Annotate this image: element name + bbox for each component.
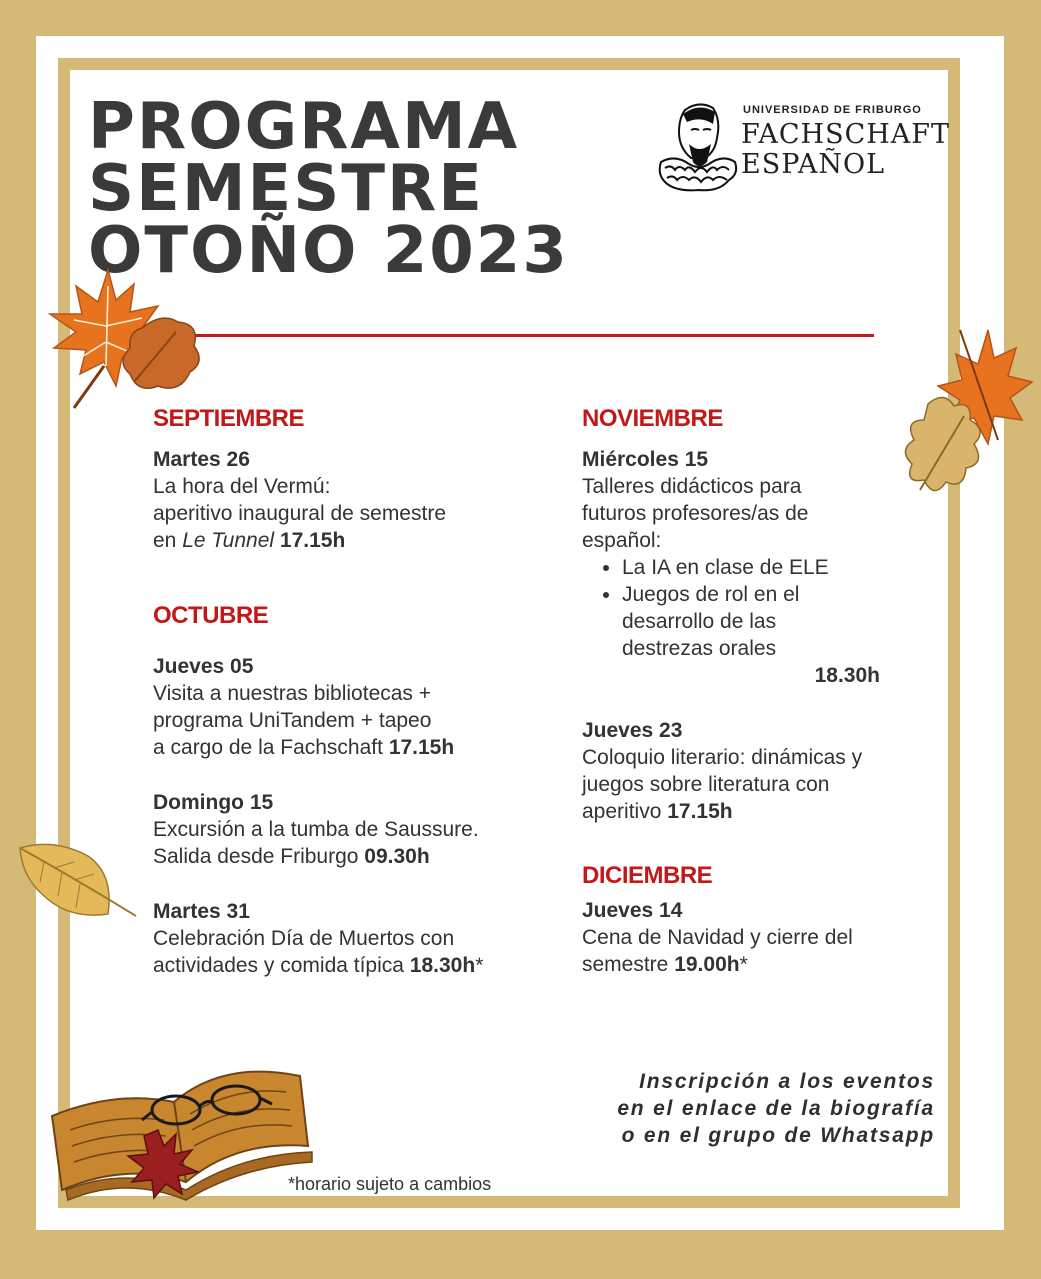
event-day: Jueves 14 (582, 899, 683, 922)
fachschaft-logo (655, 100, 955, 200)
topic-list (582, 554, 902, 662)
event-line (582, 951, 902, 978)
event-day: Domingo 15 (153, 791, 274, 814)
event-item (153, 446, 553, 554)
title-line-2: SEMESTRE (88, 152, 484, 226)
event-asterisk: * (475, 954, 484, 977)
event-time: 17.15h (279, 529, 346, 552)
section-november (582, 404, 902, 825)
month-heading: SEPTIEMBRE (153, 405, 305, 432)
event-item (153, 789, 553, 870)
month-heading: NOVIEMBRE (582, 405, 723, 432)
registration-info (617, 1068, 935, 1149)
title-line-3: OTOÑO 2023 (88, 214, 569, 288)
event-time: 18.30h (814, 664, 880, 687)
portrait-icon (655, 100, 739, 196)
event-time: 09.30h (364, 845, 430, 868)
registration-line-3: o en el grupo de Whatsapp (621, 1124, 935, 1147)
left-column (153, 404, 553, 979)
registration-line-2: en el enlace de la biografía (617, 1097, 935, 1120)
event-line: aperitivo inaugural de semestre (153, 502, 446, 525)
event-line: español: (582, 529, 662, 552)
event-line (153, 952, 553, 979)
registration-line-1: Inscripción a los eventos (639, 1070, 935, 1093)
event-day: Martes 31 (153, 900, 250, 923)
section-october (153, 601, 553, 979)
event-venue: Le Tunnel (182, 529, 275, 552)
list-item: • Juegos de rol en el desarrollo de las destrezas orales (622, 581, 832, 662)
event-text: en (153, 529, 183, 552)
event-line (153, 734, 553, 761)
event-line: Cena de Navidad y cierre del (582, 926, 853, 949)
event-line: Celebración Día de Muertos con (153, 927, 455, 950)
event-day: Martes 26 (153, 448, 250, 471)
event-text: Salida desde Friburgo (153, 845, 365, 868)
logo-name (741, 120, 950, 180)
event-item (582, 446, 902, 689)
event-line: juegos sobre literatura con (582, 773, 830, 796)
event-text: actividades y comida típica (153, 954, 410, 977)
event-line (153, 527, 553, 554)
event-item (153, 653, 553, 761)
event-line (582, 798, 902, 825)
event-day: Jueves 05 (153, 655, 254, 678)
leaf-icon (14, 838, 144, 922)
event-line: La hora del Vermú: (153, 475, 331, 498)
event-time: 17.15h (388, 736, 455, 759)
event-item (153, 898, 553, 979)
event-time: 18.30h (409, 954, 476, 977)
section-september (153, 404, 553, 554)
list-item: • La IA en clase de ELE (622, 554, 902, 581)
event-day: Jueves 23 (582, 719, 683, 742)
event-line (153, 843, 553, 870)
event-time: 17.15h (667, 800, 733, 823)
event-line: Visita a nuestras bibliotecas + (153, 682, 432, 705)
event-item (582, 897, 902, 978)
oak-leaf-icon (898, 320, 1038, 510)
logo-name-line-1: FACHSCHAFT (741, 119, 951, 150)
logo-university: UNIVERSIDAD DE FRIBURGO (743, 104, 922, 116)
event-text: semestre (582, 953, 675, 976)
month-heading: OCTUBRE (153, 602, 269, 629)
event-text: a cargo de la Fachschaft (153, 736, 389, 759)
event-line: futuros profesores/as de (582, 502, 809, 525)
section-december (582, 861, 902, 978)
title-line-1: PROGRAMA (88, 90, 520, 164)
event-line: Excursión a la tumba de Saussure. (153, 818, 479, 841)
event-asterisk: * (739, 953, 748, 976)
logo-name-line-2: ESPAÑOL (741, 149, 886, 180)
event-line: programa UniTandem + tapeo (153, 709, 432, 732)
right-column (582, 404, 902, 978)
event-text: aperitivo (582, 800, 668, 823)
page-title (88, 90, 569, 288)
event-day: Miércoles 15 (582, 448, 709, 471)
schedule-note: *horario sujeto a cambios (288, 1174, 492, 1194)
title-divider (190, 334, 874, 337)
event-line: Talleres didácticos para (582, 475, 802, 498)
event-time: 19.00h (674, 953, 740, 976)
month-heading: DICIEMBRE (582, 862, 713, 889)
event-item (582, 717, 902, 825)
open-book-icon (46, 1050, 316, 1225)
event-line: Coloquio literario: dinámicas y (582, 746, 863, 769)
maple-leaf-icon (30, 262, 210, 412)
